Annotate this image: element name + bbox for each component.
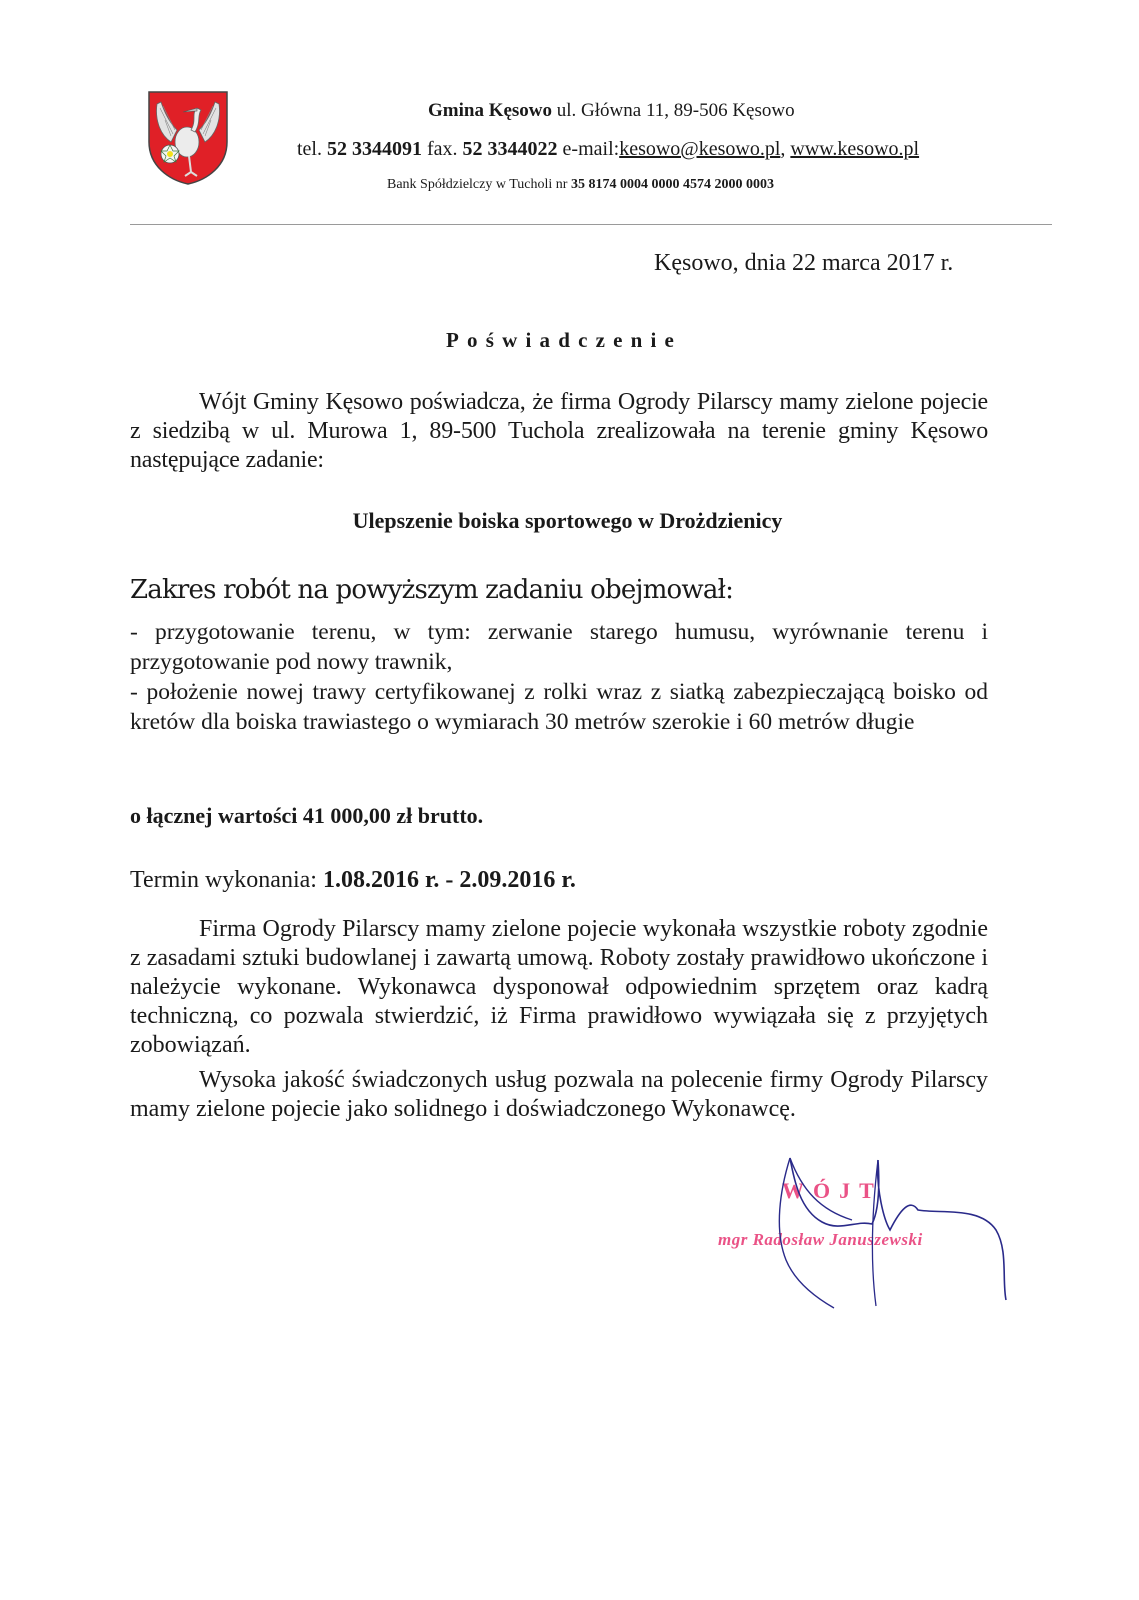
- scope-item: - położenie nowej trawy certyfikowanej z rolki wraz z siatką zabezpieczającą boisko od kretów dla boiska trawiastego o wymiarach 30 metrów szerokie i 60 metrów długie: [130, 679, 988, 735]
- header-divider: [130, 224, 1052, 225]
- task-title-text: Ulepszenie boiska sportowego w Drożdzienicy: [352, 508, 783, 533]
- header-contact-line: [297, 138, 919, 161]
- tel-number: 52 3344091: [327, 138, 422, 160]
- bank-label: Bank Spółdzielczy w Tucholi nr: [387, 177, 571, 192]
- bank-account-number: 35 8174 0004 0000 4574 2000 0003: [570, 177, 774, 192]
- scope-heading: Zakres robót na powyższym zadaniu obejmował:: [130, 575, 734, 605]
- website-link[interactable]: www.kesowo.pl: [790, 138, 920, 160]
- email-link[interactable]: kesowo@kesowo.pl: [619, 138, 781, 160]
- header-bank-line: [387, 177, 774, 193]
- total-value: o łącznej wartości 41 000,00 zł brutto.: [130, 803, 484, 828]
- document-title: Poświadczenie: [446, 328, 683, 352]
- contact-separator: ,: [780, 138, 791, 160]
- stamp-title: WÓJT: [782, 1178, 883, 1203]
- scope-item: - przygotowanie terenu, w tym: zerwanie starego humusu, wyrównanie terenu i przygotowanie pod nowy trawnik,: [130, 619, 988, 675]
- stamp-name: mgr Radosław Januszewski: [718, 1230, 923, 1249]
- document-date: Kęsowo, dnia 22 marca 2017 r.: [654, 250, 954, 276]
- coat-of-arms-icon: [147, 90, 229, 186]
- term-value: 1.08.2016 r. - 2.09.2016 r.: [322, 867, 576, 893]
- quality-paragraph: Firma Ogrody Pilarscy mamy zielone pojecie wykonała wszystkie roboty zgodnie z zasadami sztuki budowlanej i zawartą umową. Roboty zostały prawidłowo ukończone i należycie wykonane. Wykonawca dysponował odpowiednim sprzętem oraz kadrą techniczną, co pozwala stwierdzić, iż Firma prawidłowo wywiązała się z przyjętych zobowiązań.: [130, 916, 988, 1058]
- task-title: [0, 508, 1139, 534]
- scope-list: [130, 617, 988, 737]
- tel-label: tel.: [297, 138, 327, 160]
- handwritten-signature: [760, 1150, 1020, 1310]
- org-address: ul. Główna 11, 89-506 Kęsowo: [552, 100, 795, 121]
- term-label: Termin wykonania:: [130, 867, 323, 893]
- org-name: Gmina Kęsowo: [428, 100, 553, 121]
- header-org-line: [428, 100, 795, 122]
- completion-term: [130, 867, 576, 894]
- fax-number: 52 3344022: [462, 138, 558, 160]
- fax-label: fax.: [422, 138, 463, 160]
- intro-paragraph: Wójt Gminy Kęsowo poświadcza, że firma Ogrody Pilarscy mamy zielone pojecie z siedzibą w ul. Murowa 1, 89-500 Tuchola zrealizowała na terenie gminy Kęsowo następujące zadanie:: [130, 389, 988, 473]
- recommendation-paragraph: Wysoka jakość świadczonych usług pozwala na polecenie firmy Ogrody Pilarscy mamy zielone pojecie jako solidnego i doświadczonego Wykonawcę.: [130, 1067, 988, 1122]
- email-label: e-mail:: [557, 138, 620, 160]
